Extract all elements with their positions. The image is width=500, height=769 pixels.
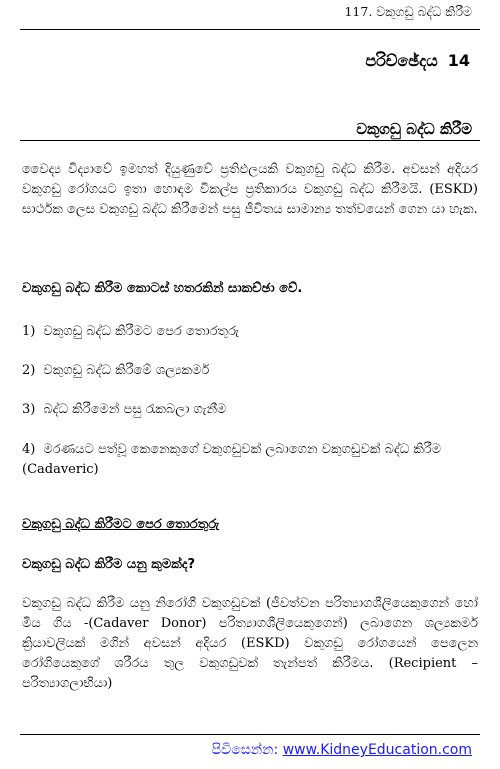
list-item-text: මරණයට පත්වූ කෙනෙකුගේ වකුගඩුවක් ලබාගෙන වකුගඩුවක් බද්ධ කිරීම (Cadaveric) bbox=[22, 442, 442, 477]
definition-paragraph: වකුගඩු බද්ධ කිරීම යනු නිරෝගී වකුගඩුවක් (ජීවත්වන පරිත්‍යාගශීලියෙකුගෙන් හෝ මිය ගිය -(Cadaver Donor) පරිත්‍යාගශීලියෙකුගෙන්) ලබාගෙන ශල්‍යකර්ම ක්‍රියාවලියක් මගින් අවසන් අදියර (ESKD) වකුගඩු රෝගයෙන් පෙලෙන රෝගියෙකුගේ ශරීරය තුල වකුගඩුවක් තැන්පත් කිරීමය. (Recipient – පරිත්‍යාගලාභියා) bbox=[22, 596, 478, 691]
chapter-label: පරිච්ඡේදය bbox=[365, 51, 438, 70]
lead-heading: වකුගඩු බද්ධ කිරීම කොටස් හතරකින් සාකච්ඡා වේ. bbox=[22, 281, 303, 296]
chapter-heading bbox=[365, 51, 470, 71]
list-item-text: වකුගඩු බද්ධ කිරීමේ ශල්‍යකර්ම bbox=[43, 363, 210, 378]
footer-rule bbox=[20, 734, 480, 735]
website-link[interactable]: www.KidneyEducation.com bbox=[282, 742, 472, 758]
chapter-number: 14 bbox=[447, 51, 470, 70]
section-heading: වකුගඩු බද්ධ කිරීමට පෙර තොරතුරු bbox=[22, 517, 220, 532]
list-item-number: 1) bbox=[22, 324, 36, 339]
header-rule bbox=[20, 29, 480, 30]
running-header: 117. වකුගඩු බද්ධ කිරීම bbox=[344, 4, 472, 19]
footer-prefix: පිවිසෙන්න: bbox=[211, 742, 283, 758]
list-item-text: වකුගඩු බද්ධ කිරීමට පෙර තොරතුරු bbox=[43, 324, 239, 339]
title-rule bbox=[20, 140, 480, 141]
list-item-number: 3) bbox=[22, 402, 36, 417]
intro-paragraph: වෛද්‍ය විද්‍යාවේ ඉමහත් දියුණුවේ ප්‍රතිඵලයකි වකුගඩු බද්ධ කිරීම. අවසන් අදියර වකුගඩු රෝගයට ඉතා හොඳම විකල්ප ප්‍රතිකාරය වකුගඩු බද්ධ කිරීමයි. (ESKD) සාර්ථක ලෙස වකුගඩු බද්ධ කිරීමෙන් පසු ජීවිතය සාමාන්‍ය තත්වයෙන් ගෙන යා හැක. bbox=[22, 162, 478, 217]
chapter-title: වකුගඩු බද්ධ කිරීම bbox=[356, 120, 472, 138]
list-item bbox=[22, 361, 478, 381]
list-item bbox=[22, 322, 478, 342]
list-item-number: 2) bbox=[22, 363, 36, 378]
question-heading: වකුගඩු බද්ධ කිරීම යනු කුමක්ද? bbox=[22, 557, 196, 572]
list-item-number: 4) bbox=[22, 442, 36, 457]
footer bbox=[212, 742, 472, 758]
list-item bbox=[22, 440, 478, 480]
list-item-text: බද්ධ කිරීමෙන් පසු රැකබලා ගැනීම bbox=[43, 402, 227, 417]
list-item bbox=[22, 400, 478, 420]
